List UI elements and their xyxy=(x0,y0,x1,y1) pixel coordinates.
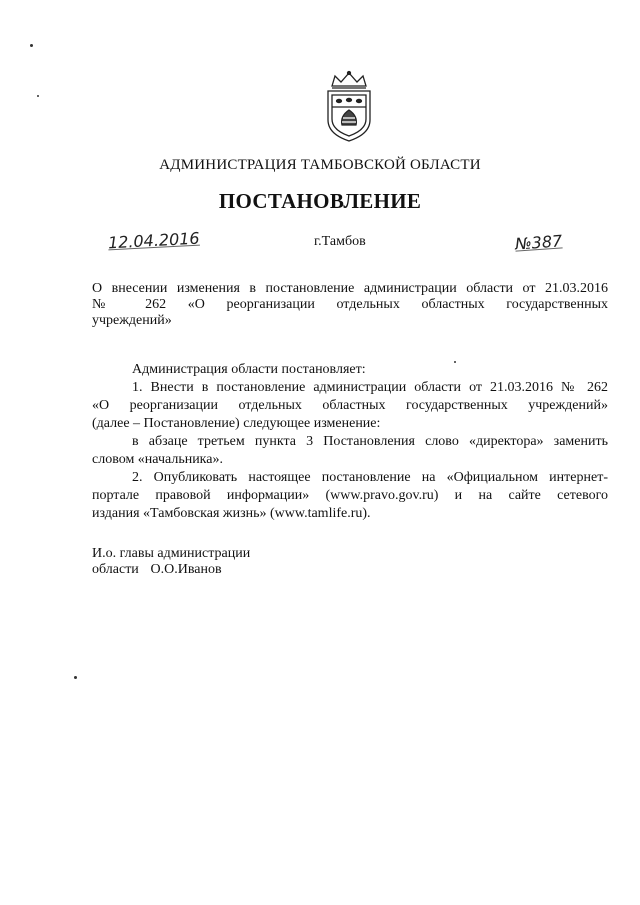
document-type: ПОСТАНОВЛЕНИЕ xyxy=(218,189,422,213)
paragraph-2-line: 2. Опубликовать настоящее постановление на «Официальном интернет- xyxy=(132,470,608,485)
paragraph-1-sub-line: в абзаце третьем пункта 3 Постановления слово «директора» заменить xyxy=(132,434,608,449)
paragraph-1-line: «О реорганизации отдельных областных государственных учреждений» xyxy=(92,398,608,413)
subject-line: № 262 «О реорганизации отдельных областных государственных xyxy=(92,297,608,312)
document-body xyxy=(92,361,608,523)
city: г.Тамбов xyxy=(314,234,366,249)
paragraph-1-line: (далее – Постановление) следующее изменение: xyxy=(92,416,381,431)
paragraph-1-line: 1. Внести в постановление администрации области от 21.03.2016 № 262 xyxy=(132,380,608,395)
document-subject xyxy=(92,281,608,329)
handwritten-number: №387 xyxy=(514,231,563,254)
scan-speck xyxy=(74,676,77,679)
paragraph-2-line: издания «Тамбовская жизнь» (www.tamlife.ru). xyxy=(92,506,371,521)
coat-of-arms-icon xyxy=(318,70,380,144)
subject-line: учреждений» xyxy=(92,313,172,328)
signature-block xyxy=(92,546,250,578)
subject-line: О внесении изменения в постановление администрации области от 21.03.2016 xyxy=(92,281,608,296)
signer-position: И.о. главы администрации xyxy=(92,546,251,561)
paragraph-1-sub-line: словом «начальника». xyxy=(92,452,223,467)
signer-position-region: области xyxy=(92,562,139,577)
handwritten-date: 12.04.2016 xyxy=(107,228,201,253)
body-intro: Администрация области постановляет: xyxy=(132,362,366,377)
signer-name: О.О.Иванов xyxy=(150,562,222,577)
scan-speck xyxy=(30,44,33,47)
scan-speck xyxy=(37,95,39,97)
paragraph-2-line: портале правовой информации» (www.pravo.gov.ru) и на сайте сетевого xyxy=(92,488,608,503)
signer-position-line xyxy=(92,562,250,578)
organization-name: АДМИНИСТРАЦИЯ ТАМБОВСКОЙ ОБЛАСТИ xyxy=(159,157,481,173)
